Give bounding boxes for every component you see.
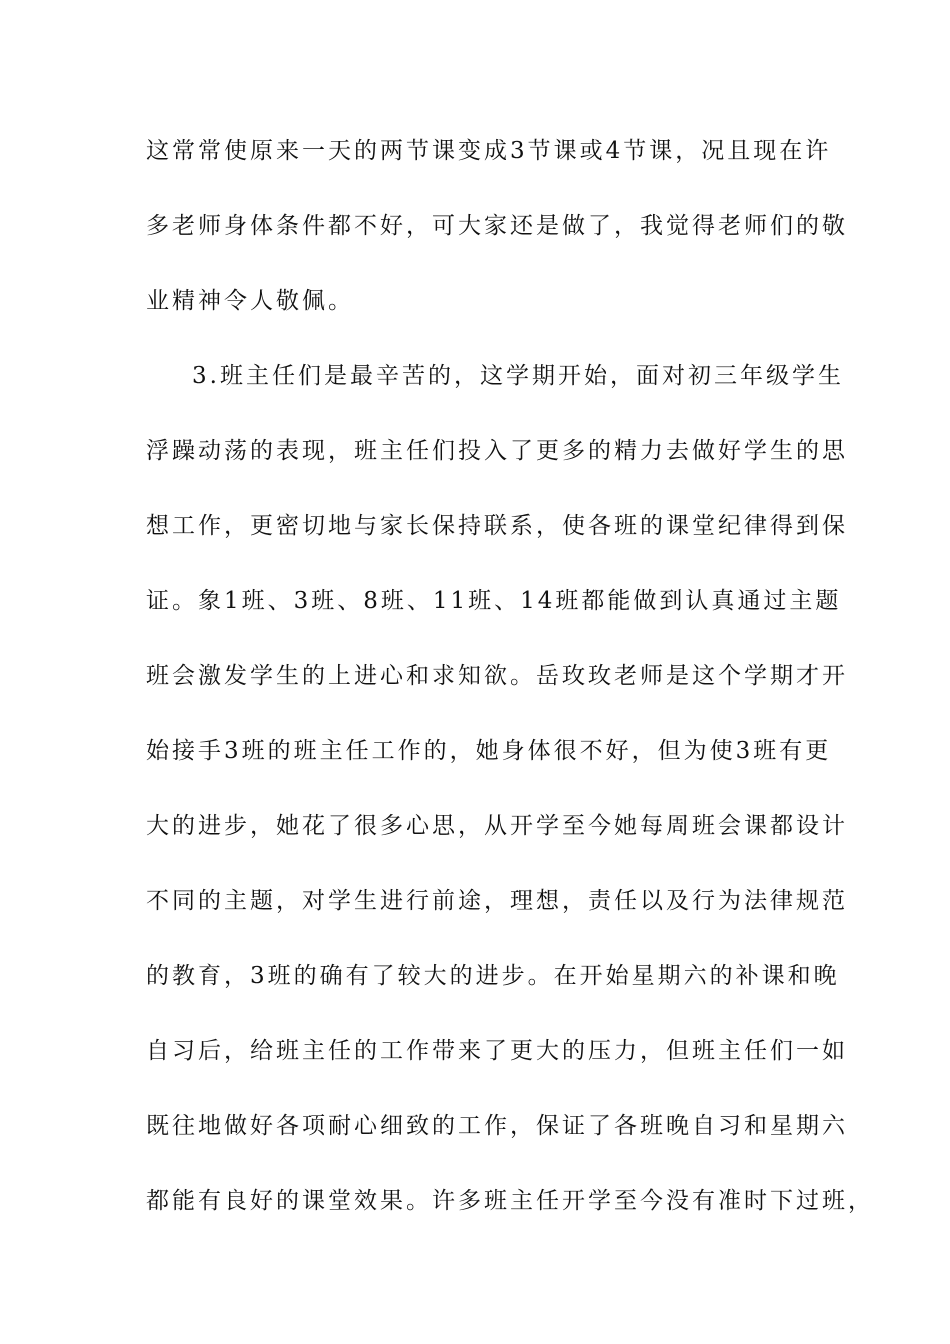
text-line: 想工作，更密切地与家长保持联系，使各班的课堂纪律得到保	[146, 513, 848, 539]
text-line: 证。象1班、3班、8班、11班、14班都能做到认真通过主题	[146, 588, 842, 614]
text-line: 的教育，3班的确有了较大的进步。在开始星期六的补课和晚	[146, 963, 840, 989]
document-body	[146, 128, 874, 1253]
text-line: 都能有良好的课堂效果。许多班主任开学至今没有准时下过班，	[146, 1188, 874, 1214]
paragraph-start-line: 3.班主任们是最辛苦的，这学期开始，面对初三年级学生	[192, 363, 844, 389]
text-line: 班会激发学生的上进心和求知欲。岳玫玫老师是这个学期才开	[146, 663, 848, 689]
text-line: 浮躁动荡的表现，班主任们投入了更多的精力去做好学生的思	[146, 438, 848, 464]
text-line: 始接手3班的班主任工作的，她身体很不好，但为使3班有更	[146, 738, 832, 764]
text-line: 这常常使原来一天的两节课变成3节课或4节课，况且现在许	[146, 138, 832, 164]
text-line: 业精神令人敬佩。	[146, 288, 354, 314]
text-line: 自习后，给班主任的工作带来了更大的压力，但班主任们一如	[146, 1038, 848, 1064]
text-line: 既往地做好各项耐心细致的工作，保证了各班晚自习和星期六	[146, 1113, 848, 1139]
text-line: 多老师身体条件都不好，可大家还是做了，我觉得老师们的敬	[146, 213, 848, 239]
text-line: 不同的主题，对学生进行前途，理想，责任以及行为法律规范	[146, 888, 848, 914]
text-line: 大的进步，她花了很多心思，从开学至今她每周班会课都设计	[146, 813, 848, 839]
